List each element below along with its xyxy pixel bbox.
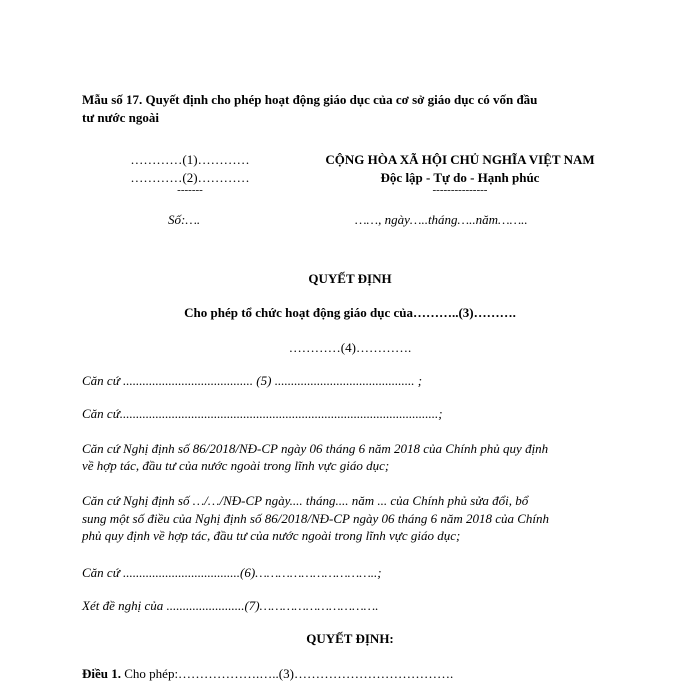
issuing-authority: …………(4)…………. bbox=[288, 340, 412, 355]
basis-line: sung một số điều của Nghị định số 86/2018/NĐ-CP ngày 06 tháng 6 năm 2018 của Chính bbox=[82, 511, 550, 526]
document-subtitle: Cho phép tổ chức hoạt động giáo dục của………..(3)………. bbox=[184, 305, 516, 320]
issue-date: ……, ngày…..tháng…..năm…….. bbox=[355, 212, 528, 227]
national-motto: Độc lập - Tự do - Hạnh phúc bbox=[380, 170, 540, 185]
country-name: CỘNG HÒA XÃ HỘI CHỦ NGHĨA VIỆT NAM bbox=[325, 152, 595, 167]
basis-line: Căn cứ Nghị định số …/…/NĐ-CP ngày.... tháng.... năm ... của Chính phủ sửa đổi, bổ bbox=[82, 493, 529, 508]
basis-line: Căn cứ ........................................ (5) ........................................... ; bbox=[82, 373, 423, 388]
document-title: QUYẾT ĐỊNH bbox=[308, 271, 392, 286]
article-1 bbox=[82, 666, 453, 682]
proposal-line: Xét đề nghị của ........................(7)…………………………. bbox=[82, 598, 379, 613]
motto-rule: --------------- bbox=[432, 184, 488, 196]
basis-line: Căn cứ Nghị định số 86/2018/NĐ-CP ngày 06 tháng 6 năm 2018 của Chính phủ quy định bbox=[82, 441, 549, 456]
form-title-line1: Mẫu số 17. Quyết định cho phép hoạt động giáo dục của cơ sở giáo dục có vốn đầu bbox=[82, 92, 538, 107]
decision-heading: QUYẾT ĐỊNH: bbox=[306, 631, 394, 646]
form-title-line2: tư nước ngoài bbox=[82, 110, 159, 125]
document-number: Số:…. bbox=[168, 212, 201, 227]
basis-line: về hợp tác, đầu tư của nước ngoài trong lĩnh vực giáo dục; bbox=[82, 458, 390, 473]
article-1-label: Điều 1. bbox=[82, 666, 121, 681]
basis-line: phủ quy định về hợp tác, đầu tư của nước ngoài trong lĩnh vực giáo dục; bbox=[82, 528, 461, 543]
agency-line1: …………(1)………… bbox=[130, 152, 250, 167]
article-1-text: Cho phép:……………….…..(3)………………………………. bbox=[121, 666, 454, 681]
basis-line: Căn cứ ....................................(6)…………………………..; bbox=[82, 565, 382, 580]
basis-line: Căn cứ..................................................................................................; bbox=[82, 406, 443, 421]
agency-rule: ------- bbox=[177, 184, 203, 196]
agency-line2: …………(2)………… bbox=[130, 170, 250, 185]
